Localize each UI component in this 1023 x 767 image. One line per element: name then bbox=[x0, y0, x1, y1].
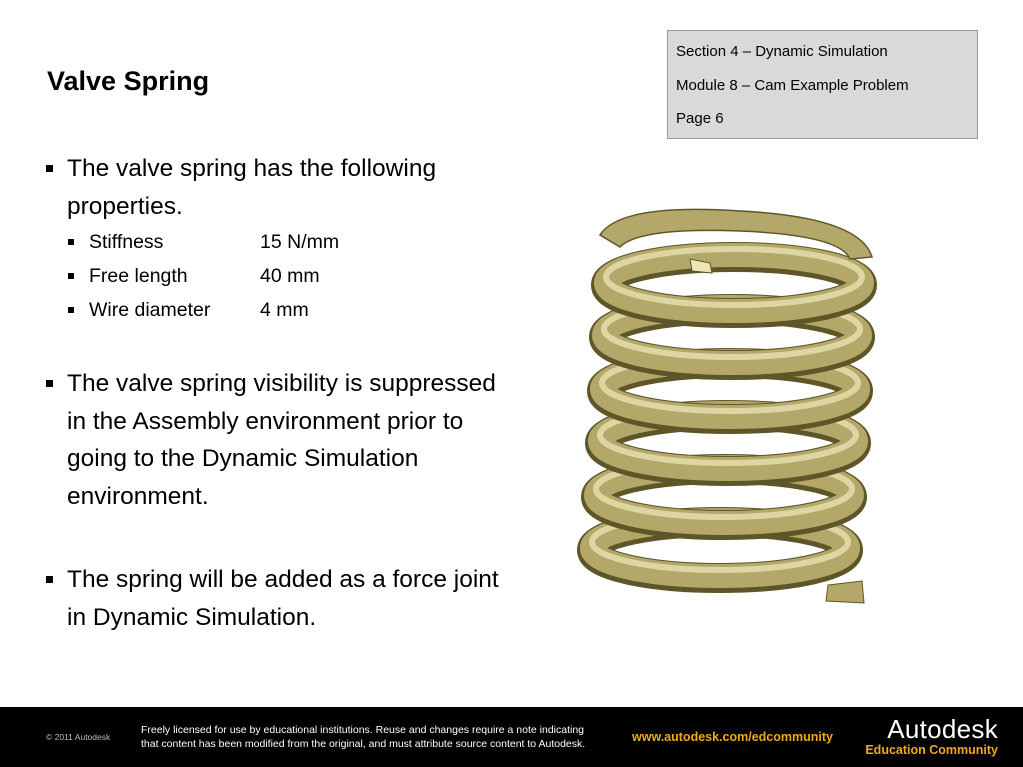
page-label: Page 6 bbox=[676, 110, 724, 127]
property-value: 4 mm bbox=[260, 299, 309, 321]
property-item-stiffness bbox=[66, 225, 516, 259]
bullet-item bbox=[46, 561, 516, 636]
section-info-box bbox=[667, 30, 978, 139]
bullet-list bbox=[46, 150, 516, 636]
license-line: that content has been modified from the original, and must attribute source content to Autodesk. bbox=[141, 738, 586, 750]
community-link[interactable]: www.autodesk.com/edcommunity bbox=[632, 730, 833, 744]
copyright-text: © 2011 Autodesk bbox=[46, 732, 111, 742]
valve-spring-image bbox=[560, 195, 900, 615]
spring-bottom-end bbox=[826, 581, 864, 603]
bullet-text: The spring will be added as a force joint in Dynamic Simulation. bbox=[67, 566, 499, 631]
footer-bar bbox=[0, 707, 1023, 767]
bullet-item bbox=[46, 150, 516, 225]
brand-name: Autodesk bbox=[887, 714, 998, 744]
brand-subtitle: Education Community bbox=[865, 743, 998, 757]
module-label: Module 8 – Cam Example Problem bbox=[676, 76, 909, 94]
autodesk-logo bbox=[865, 715, 998, 757]
section-label: Section 4 – Dynamic Simulation bbox=[676, 43, 888, 60]
bullet-text: The valve spring visibility is suppressed in the Assembly environment prior to going to the Dynamic Simulation environment. bbox=[67, 370, 496, 510]
bullet-text: The valve spring has the following properties. bbox=[67, 155, 437, 220]
spring-coil bbox=[606, 249, 862, 313]
property-value: 15 N/mm bbox=[260, 231, 340, 253]
property-name: Stiffness bbox=[89, 231, 164, 253]
bullet-item bbox=[46, 365, 516, 515]
property-value: 40 mm bbox=[260, 265, 320, 287]
license-text bbox=[141, 723, 626, 751]
slide-title: Valve Spring bbox=[47, 66, 210, 96]
property-name: Wire diameter bbox=[89, 299, 211, 321]
property-list bbox=[66, 225, 516, 327]
property-item-wire-diameter bbox=[66, 293, 516, 327]
property-item-free-length bbox=[66, 259, 516, 293]
license-line: Freely licensed for use by educational institutions. Reuse and changes require a note indicating bbox=[141, 724, 585, 736]
property-name: Free length bbox=[89, 265, 188, 287]
